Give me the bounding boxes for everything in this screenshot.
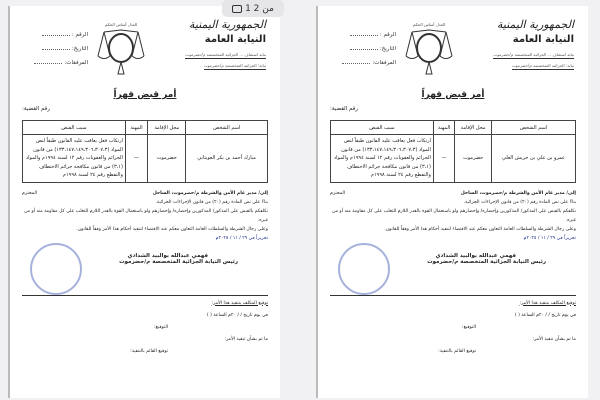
prosecution-name: النيابة العامة <box>512 34 574 45</box>
issue-date: تحريراً في ٢٩ / ١١ / ٢٠٢٥م <box>215 235 268 241</box>
execution-day-line: في يوم تاريخ / / ٢٠م الساعة ( ) <box>514 312 576 318</box>
paragraph: بناءً على نص المادة رقم (٢٠) من قانون الإجراءات الجزائية. <box>155 199 268 205</box>
page-count: 1 من 2 <box>245 3 274 14</box>
signer-name: فهمي عبدالله بوالبيد الشدادي <box>127 252 208 259</box>
signer-title: رئيس النيابة الجزائية المتخصصة م/حضرموت <box>119 258 238 265</box>
suspect-name: عمرو بن علي بن حريش العلي <box>492 135 576 183</box>
col-name: اسم الشخص <box>186 121 268 135</box>
arrest-reason: ارتكاب فعل يعاقب عليه القانون طبقاً لنص المواد (١٣٣،١٤٧،١٤٩،٣٠٦،٣٠٧،٣) من قانون الجرائم والعقوبات رقم ١٢ لسنة ١٩٩٤م والمواد (٣،١) من قانون مكافحة جرائم الاختطاف والتقطع رقم ٢٤ لسنة ١٩٩٨م <box>23 135 126 183</box>
department-line: نيابة: الجزائية المتخصصة م/حضرموت <box>511 63 574 68</box>
document-title: أمر قبض قهراً <box>113 90 177 100</box>
signature-block <box>330 253 576 293</box>
table-row <box>23 135 268 183</box>
paragraph: وعلى رجال الشرطة والسلطات العامة التعاون معكم عند الاقتضاء لتنفيذ أحكام هذا الأمر وفقاً للقانون. <box>76 226 268 232</box>
signer-title: رئيس النيابة الجزائية المتخصصة م/حضرموت <box>427 258 546 265</box>
col-reason: سبب القبض <box>331 121 434 135</box>
case-number-label: رقم القضية: <box>330 106 358 112</box>
signature-label: التوقيع: <box>461 324 476 330</box>
col-job: المهنة <box>433 121 454 135</box>
suspect-table <box>22 120 268 183</box>
paragraph: وعلى رجال الشرطة والسلطات العامة التعاون معكم عند الاقتضاء لتنفيذ أحكام هذا الأمر وفقاً للقانون. <box>384 226 576 232</box>
execution-day-line: في يوم تاريخ / / ٢٠م الساعة ( ) <box>206 312 268 318</box>
col-name: اسم الشخص <box>492 121 576 135</box>
honorific: المحترم <box>22 190 38 196</box>
issue-date: تحريراً في ٢٩ / ١١ / ٢٠٢٥م <box>523 235 576 241</box>
addressee: إلى/ مدير عام الأمن والشرطة م/حضرموت، الساحل <box>460 190 576 196</box>
yemen-emblem-icon <box>402 16 456 80</box>
suspect-table <box>330 120 576 183</box>
ref-date: التاريخ: <box>332 46 396 52</box>
case-number-label: رقم القضية: <box>22 106 50 112</box>
col-residence: محل الإقامة <box>148 121 186 135</box>
col-reason: سبب القبض <box>23 121 126 135</box>
yemen-emblem-icon <box>94 16 148 80</box>
residence: حضرموت <box>148 135 186 183</box>
emblem-motto: العدل أساس الحكم <box>104 22 138 27</box>
executor-label: توقيع المكلف بتنفيذ هذا الأمر: <box>519 300 576 306</box>
execution-outcome-label: ما تم بشأن تنفيذ الأمر: <box>224 336 268 342</box>
emblem-motto: العدل أساس الحكم <box>412 22 446 27</box>
pages-icon <box>232 5 242 13</box>
ref-date: التاريخ: <box>24 46 88 52</box>
official-stamp <box>30 243 82 295</box>
execution-outcome-label: ما تم بشأن تنفيذ الأمر: <box>532 336 576 342</box>
letterhead <box>22 12 268 88</box>
paragraph: بناءً على نص المادة رقم (٢٠) من قانون الإجراءات الجزائية. <box>463 199 576 205</box>
signature-block <box>22 253 268 293</box>
addressee: إلى/ مدير عام الأمن والشرطة م/حضرموت، الساحل <box>152 190 268 196</box>
document-title: أمر قبض قهراً <box>421 90 485 100</box>
suspect-name: مبارك أحمد بن بكر العوبثاني <box>186 135 268 183</box>
department-line: نيابة استئناف ... الجزائية المتخصصة م/حضرموت <box>185 52 266 57</box>
arrest-warrant-document-1 <box>8 3 280 398</box>
job: — <box>433 135 454 183</box>
department-line: نيابة: الجزائية المتخصصة م/حضرموت <box>203 63 266 68</box>
signature-label: التوقيع: <box>153 324 168 330</box>
executor-label: توقيع المكلف بتنفيذ هذا الأمر: <box>211 300 268 306</box>
executor-signature-label: توقيع القائم بالتنفيذ: <box>438 348 476 354</box>
ref-number: الرقم : <box>24 32 88 38</box>
official-stamp <box>338 243 390 295</box>
republic-name: الجمهورية اليمنية <box>188 18 266 31</box>
table-row <box>331 135 576 183</box>
col-job: المهنة <box>125 121 147 135</box>
page-indicator[interactable] <box>222 0 284 17</box>
honorific: المحترم <box>330 190 346 196</box>
paragraph: نكلفكم بالقبض على المذكور/ المذكورين وإحضاره/ وإحضارهم ولو باستعمال القوة بالقدر اللازم للتغلب على كل مقاومة منه أو من غيره. <box>332 208 576 223</box>
ref-attachments: المرفقات: <box>332 60 396 66</box>
residence: حضرموت <box>455 135 492 183</box>
arrest-reason: ارتكاب فعل يعاقب عليه القانون طبقاً لنص المواد (١٣٣،١٤٧،١٤٩،٣٠٦،٣٠٧،٣) من قانون الجرائم والعقوبات رقم ١٢ لسنة ١٩٩٤م والمواد (٣،١) من قانون مكافحة جرائم الاختطاف والتقطع رقم ٢٤ لسنة ١٩٩٨م <box>331 135 434 183</box>
republic-name: الجمهورية اليمنية <box>496 18 574 31</box>
ref-number: الرقم : <box>332 32 396 38</box>
paragraph: نكلفكم بالقبض على المذكور/ المذكورين وإحضاره/ وإحضارهم ولو باستعمال القوة بالقدر اللازم للتغلب على كل مقاومة منه أو من غيره. <box>24 208 268 223</box>
ref-attachments: المرفقات: <box>24 60 88 66</box>
department-line: نيابة استئناف ... الجزائية المتخصصة م/حضرموت <box>493 52 574 57</box>
col-residence: محل الإقامة <box>455 121 492 135</box>
warrant-body <box>330 189 576 243</box>
arrest-warrant-document-2 <box>316 6 588 398</box>
executor-signature-label: توقيع القائم بالتنفيذ: <box>130 348 168 354</box>
signer-name: فهمي عبدالله بوالبيد الشدادي <box>435 252 516 259</box>
job: — <box>125 135 147 183</box>
prosecution-name: النيابة العامة <box>204 34 266 45</box>
letterhead <box>330 12 576 88</box>
warrant-body <box>22 189 268 243</box>
